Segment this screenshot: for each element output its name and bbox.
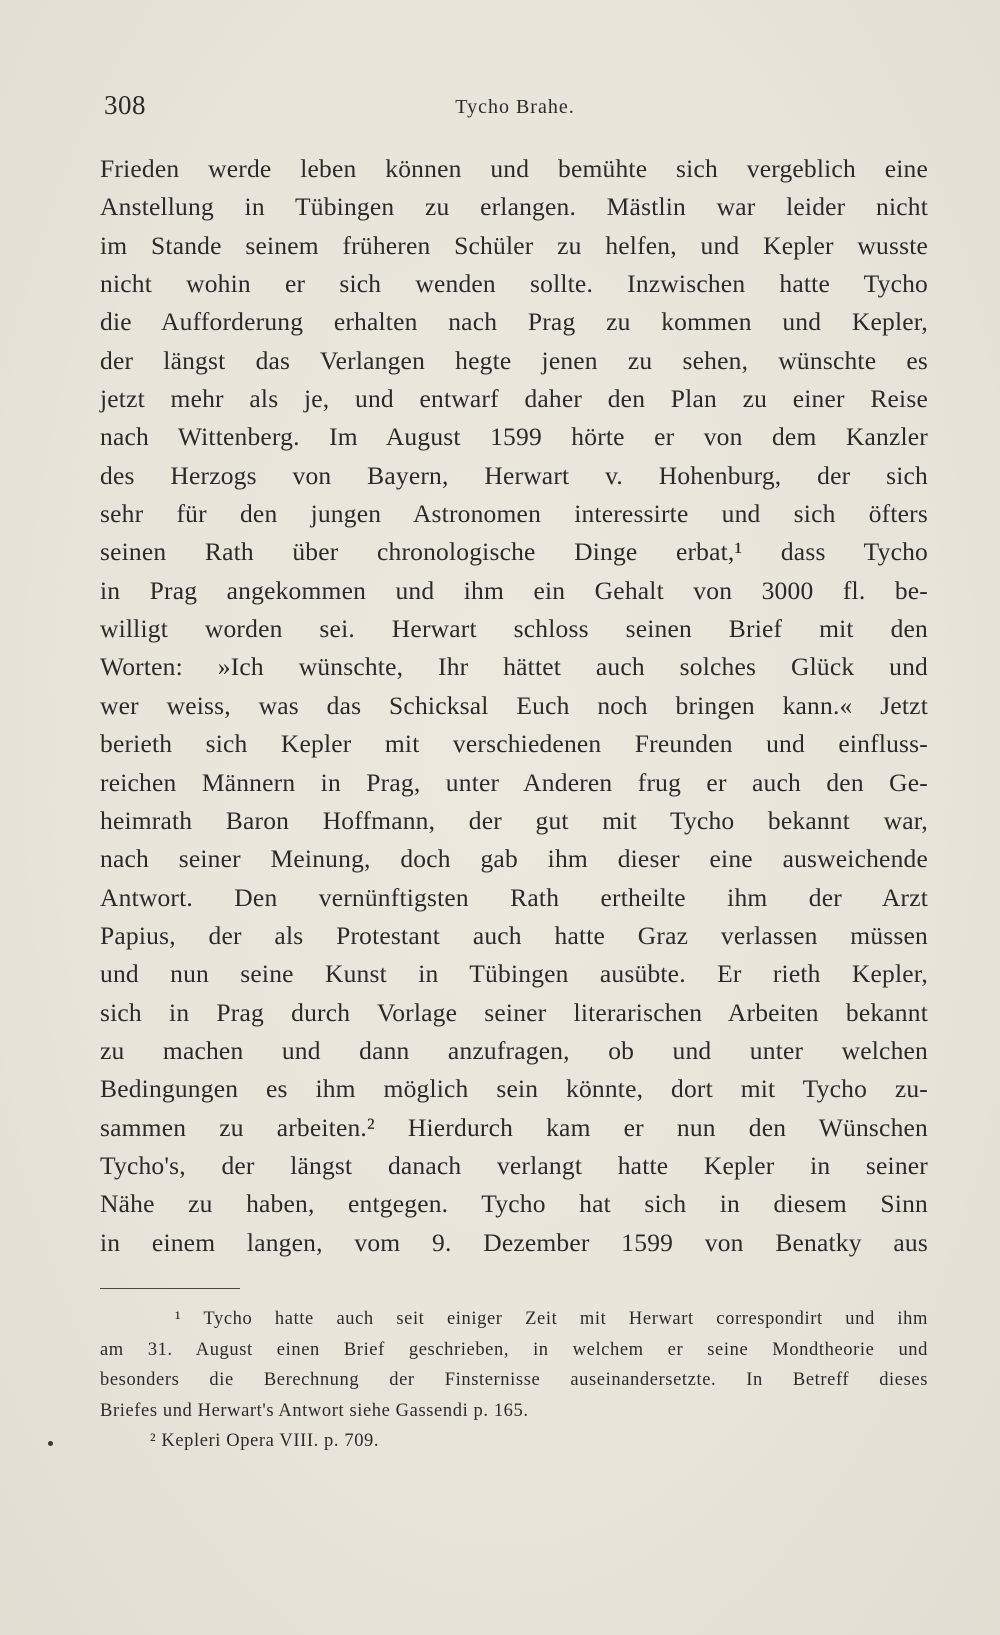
text-line: jetzt mehr als je, und entwarf daher den Plan zu einer Reise	[100, 384, 928, 414]
footnote-divider	[100, 1288, 240, 1289]
text-line: Anstellung in Tübingen zu erlangen. Mästlin war leider nicht	[100, 192, 928, 222]
body-text	[100, 150, 928, 1262]
footnote-line: besonders die Berechnung der Finsternisse auseinandersetzte. In Betreff dieses	[100, 1370, 928, 1390]
text-line: in Prag angekommen und ihm ein Gehalt von 3000 fl. be-	[100, 575, 928, 605]
text-line: wer weiss, was das Schicksal Euch noch bringen kann.« Jetzt	[100, 690, 928, 720]
text-line: nicht wohin er sich wenden sollte. Inzwischen hatte Tycho	[100, 269, 928, 299]
text-line: Bedingungen es ihm möglich sein könnte, dort mit Tycho zu-	[100, 1074, 928, 1104]
text-line: heimrath Baron Hoffmann, der gut mit Tycho bekannt war,	[100, 805, 928, 835]
text-line: der längst das Verlangen hegte jenen zu sehen, wünschte es	[100, 345, 928, 375]
text-line: berieth sich Kepler mit verschiedenen Freunden und einfluss-	[100, 729, 928, 759]
footnote-line: ¹ Tycho hatte auch seit einiger Zeit mit Herwart correspondirt und ihm	[175, 1309, 928, 1329]
text-line: seinen Rath über chronologische Dinge erbat,¹ dass Tycho	[100, 537, 928, 567]
text-line: und nun seine Kunst in Tübingen ausübte. Er rieth Kepler,	[100, 959, 928, 989]
text-line: Papius, der als Protestant auch hatte Graz verlassen müssen	[100, 920, 928, 950]
text-line: Nähe zu haben, entgegen. Tycho hat sich in diesem Sinn	[100, 1189, 928, 1219]
page-header	[104, 90, 926, 130]
text-line: zu machen und dann anzufragen, ob und unter welchen	[100, 1035, 928, 1065]
text-line: Antwort. Den vernünftigsten Rath ertheilte ihm der Arzt	[100, 882, 928, 912]
footnote-line: Briefes und Herwart's Antwort siehe Gassendi p. 165.	[100, 1400, 529, 1421]
text-line: Frieden werde leben können und bemühte sich vergeblich eine	[100, 154, 928, 183]
text-line: des Herzogs von Bayern, Herwart v. Hohenburg, der sich	[100, 460, 928, 490]
text-line: sammen zu arbeiten.² Hierdurch kam er nun den Wünschen	[100, 1112, 928, 1142]
text-line: willigt worden sei. Herwart schloss seinen Brief mit den	[100, 614, 928, 644]
footnote-line: ² Kepleri Opera VIII. p. 709.	[150, 1431, 380, 1451]
footnotes	[100, 1304, 928, 1457]
text-line: reichen Männern in Prag, unter Anderen frug er auch den Ge-	[100, 767, 928, 797]
text-line: nach Wittenberg. Im August 1599 hörte er von dem Kanzler	[100, 422, 928, 452]
text-line: in einem langen, vom 9. Dezember 1599 von Benatky aus	[100, 1227, 928, 1257]
text-line: im Stande seinem früheren Schüler zu helfen, und Kepler wusste	[100, 230, 928, 260]
text-line: Tycho's, der längst danach verlangt hatte Kepler in seiner	[100, 1150, 928, 1180]
text-line: Worten: »Ich wünschte, Ihr hättet auch solches Glück und	[100, 652, 928, 682]
footnote-line: am 31. August einen Brief geschrieben, in welchem er seine Mondtheorie und	[100, 1339, 928, 1360]
text-line: sehr für den jungen Astronomen interessirte und sich öfters	[100, 499, 928, 529]
ink-speck	[48, 1441, 53, 1446]
page-number: 308	[104, 90, 146, 120]
text-line: nach seiner Meinung, doch gab ihm dieser eine ausweichende	[100, 844, 928, 874]
text-line: sich in Prag durch Vorlage seiner literarischen Arbeiten bekannt	[100, 997, 928, 1027]
running-head: Tycho Brahe.	[455, 96, 575, 118]
text-line: die Aufforderung erhalten nach Prag zu kommen und Kepler,	[100, 307, 928, 337]
